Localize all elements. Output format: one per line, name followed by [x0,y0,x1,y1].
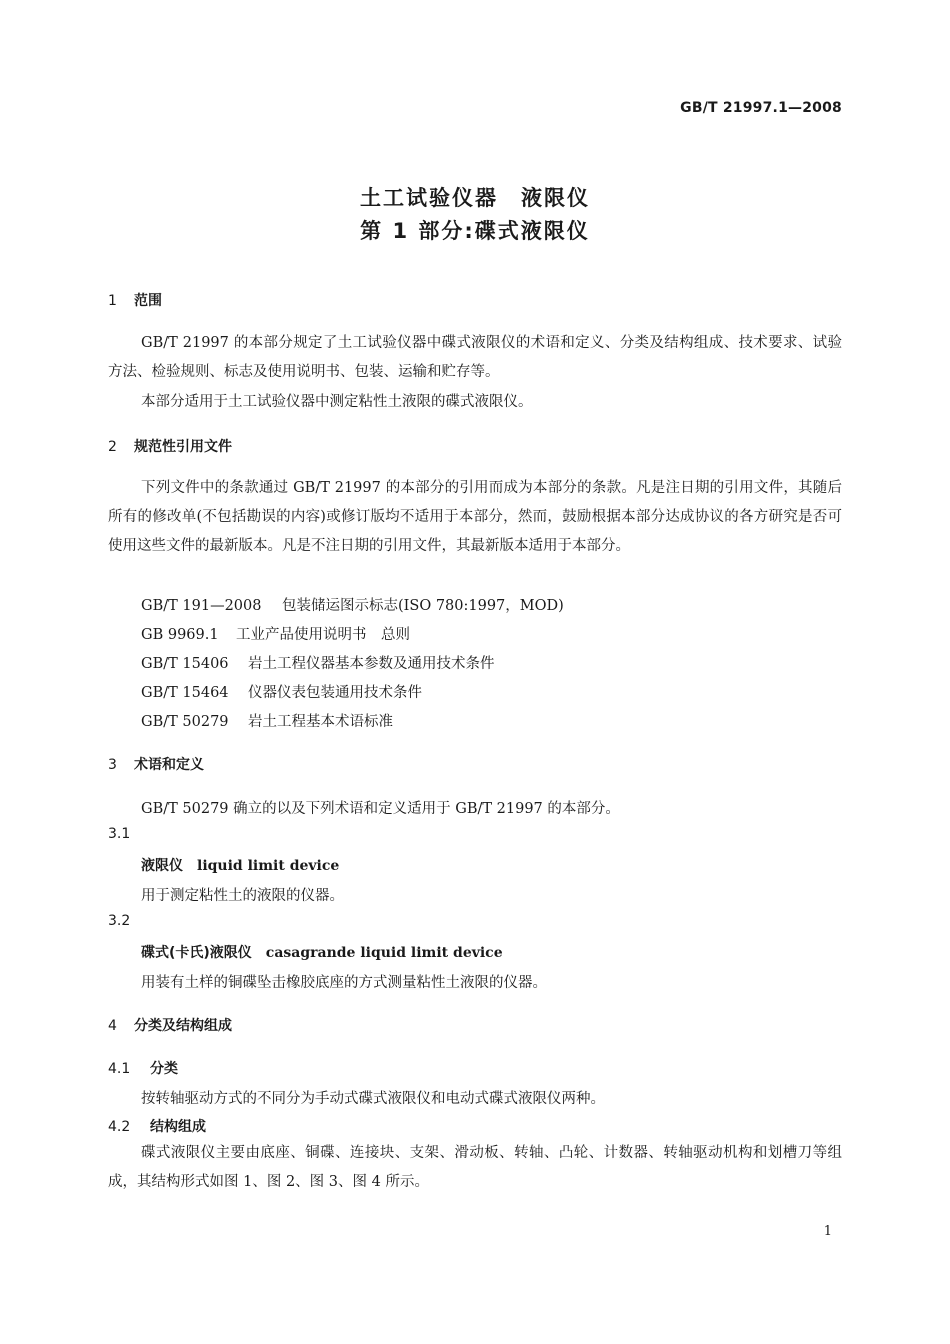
page-number: 1 [823,1224,832,1239]
section-title: 范围 [134,293,162,309]
term-chinese: 碟式(卡氏)液限仪 [141,945,252,961]
reference-code: GB/T 50279 [141,714,229,730]
term-number: 3.2 [108,913,131,929]
subsection-4-1-paragraph: 按转轴驱动方式的不同分为手动式碟式液限仪和电动式碟式液限仪两种。 [141,1091,605,1107]
term-number: 3.1 [108,826,131,842]
term-chinese: 液限仪 [141,858,183,874]
reference-title: 仪器仪表包装通用技术条件 [248,685,422,701]
section-number: 1 [108,293,117,309]
term-english: casagrande liquid limit device [265,945,503,961]
section-title: 术语和定义 [134,757,204,773]
reference-code: GB/T 15406 [141,656,229,672]
reference-item [141,623,410,644]
reference-code: GB/T 15464 [141,685,229,701]
section-2-heading [108,436,232,456]
subsection-4-2-heading [108,1116,206,1136]
term-heading [141,855,339,875]
reference-title: 岩土工程基本术语标准 [248,714,393,730]
section-3-heading [108,754,204,774]
reference-code: GB 9969.1 [141,627,219,643]
term-definition: 用于测定粘性土的液限的仪器。 [141,888,344,904]
term-english: liquid limit device [197,858,340,874]
section-number: 3 [108,757,117,773]
section-1-heading [108,290,162,310]
subsection-4-2-paragraph: 碟式液限仪主要由底座、铜碟、连接块、支架、滑动板、转轴、凸轮、计数器、转轴驱动机构和划槽刀等组成，其结构形式如图 1、图 2、图 3、图 4 所示。 [108,1145,842,1190]
reference-code: GB/T 191—2008 [141,598,262,614]
section-1-paragraph-2: 本部分适用于土工试验仪器中测定粘性土液限的碟式液限仪。 [141,394,533,410]
section-2-paragraph-1: 下列文件中的条款通过 GB/T 21997 的本部分的引用而成为本部分的条款。凡是注日期的引用文件，其随后所有的修改单(不包括勘误的内容)或修订版均不适用于本部分，然而，鼓励根据本部分达成协议的各方研究是否可使用这些文件的最新版本。凡是不注日期的引用文件，其最新版本适用于本部分。 [108,480,842,554]
section-4-heading [108,1015,232,1035]
section-title: 规范性引用文件 [134,439,232,455]
subsection-4-1-heading [108,1058,178,1078]
reference-title: 包装储运图示标志(ISO 780:1997，MOD) [282,598,564,614]
subsection-number: 4.2 [108,1119,131,1135]
subsection-number: 4.1 [108,1061,131,1077]
subsection-title: 结构组成 [150,1119,206,1135]
reference-item [141,652,495,673]
reference-item [141,710,393,731]
term-definition: 用装有土样的铜碟坠击橡胶底座的方式测量粘性土液限的仪器。 [141,975,547,991]
subsection-title: 分类 [150,1061,178,1077]
reference-title: 岩土工程仪器基本参数及通用技术条件 [248,656,495,672]
standard-number: GB/T 21997.1—2008 [680,100,842,116]
document-title: 土工试验仪器 液限仪 [360,186,590,210]
reference-item [141,681,422,702]
section-number: 4 [108,1018,117,1034]
reference-item [141,594,564,615]
reference-title: 工业产品使用说明书 总则 [236,627,410,643]
section-number: 2 [108,439,117,455]
document-subtitle: 第 1 部分:碟式液限仪 [360,219,590,243]
term-heading [141,942,503,962]
section-title: 分类及结构组成 [134,1018,232,1034]
section-1-paragraph-1: GB/T 21997 的本部分规定了土工试验仪器中碟式液限仪的术语和定义、分类及结构组成、技术要求、试验方法、检验规则、标志及使用说明书、包装、运输和贮存等。 [108,335,842,380]
section-3-paragraph-1: GB/T 50279 确立的以及下列术语和定义适用于 GB/T 21997 的本部分。 [141,801,620,817]
